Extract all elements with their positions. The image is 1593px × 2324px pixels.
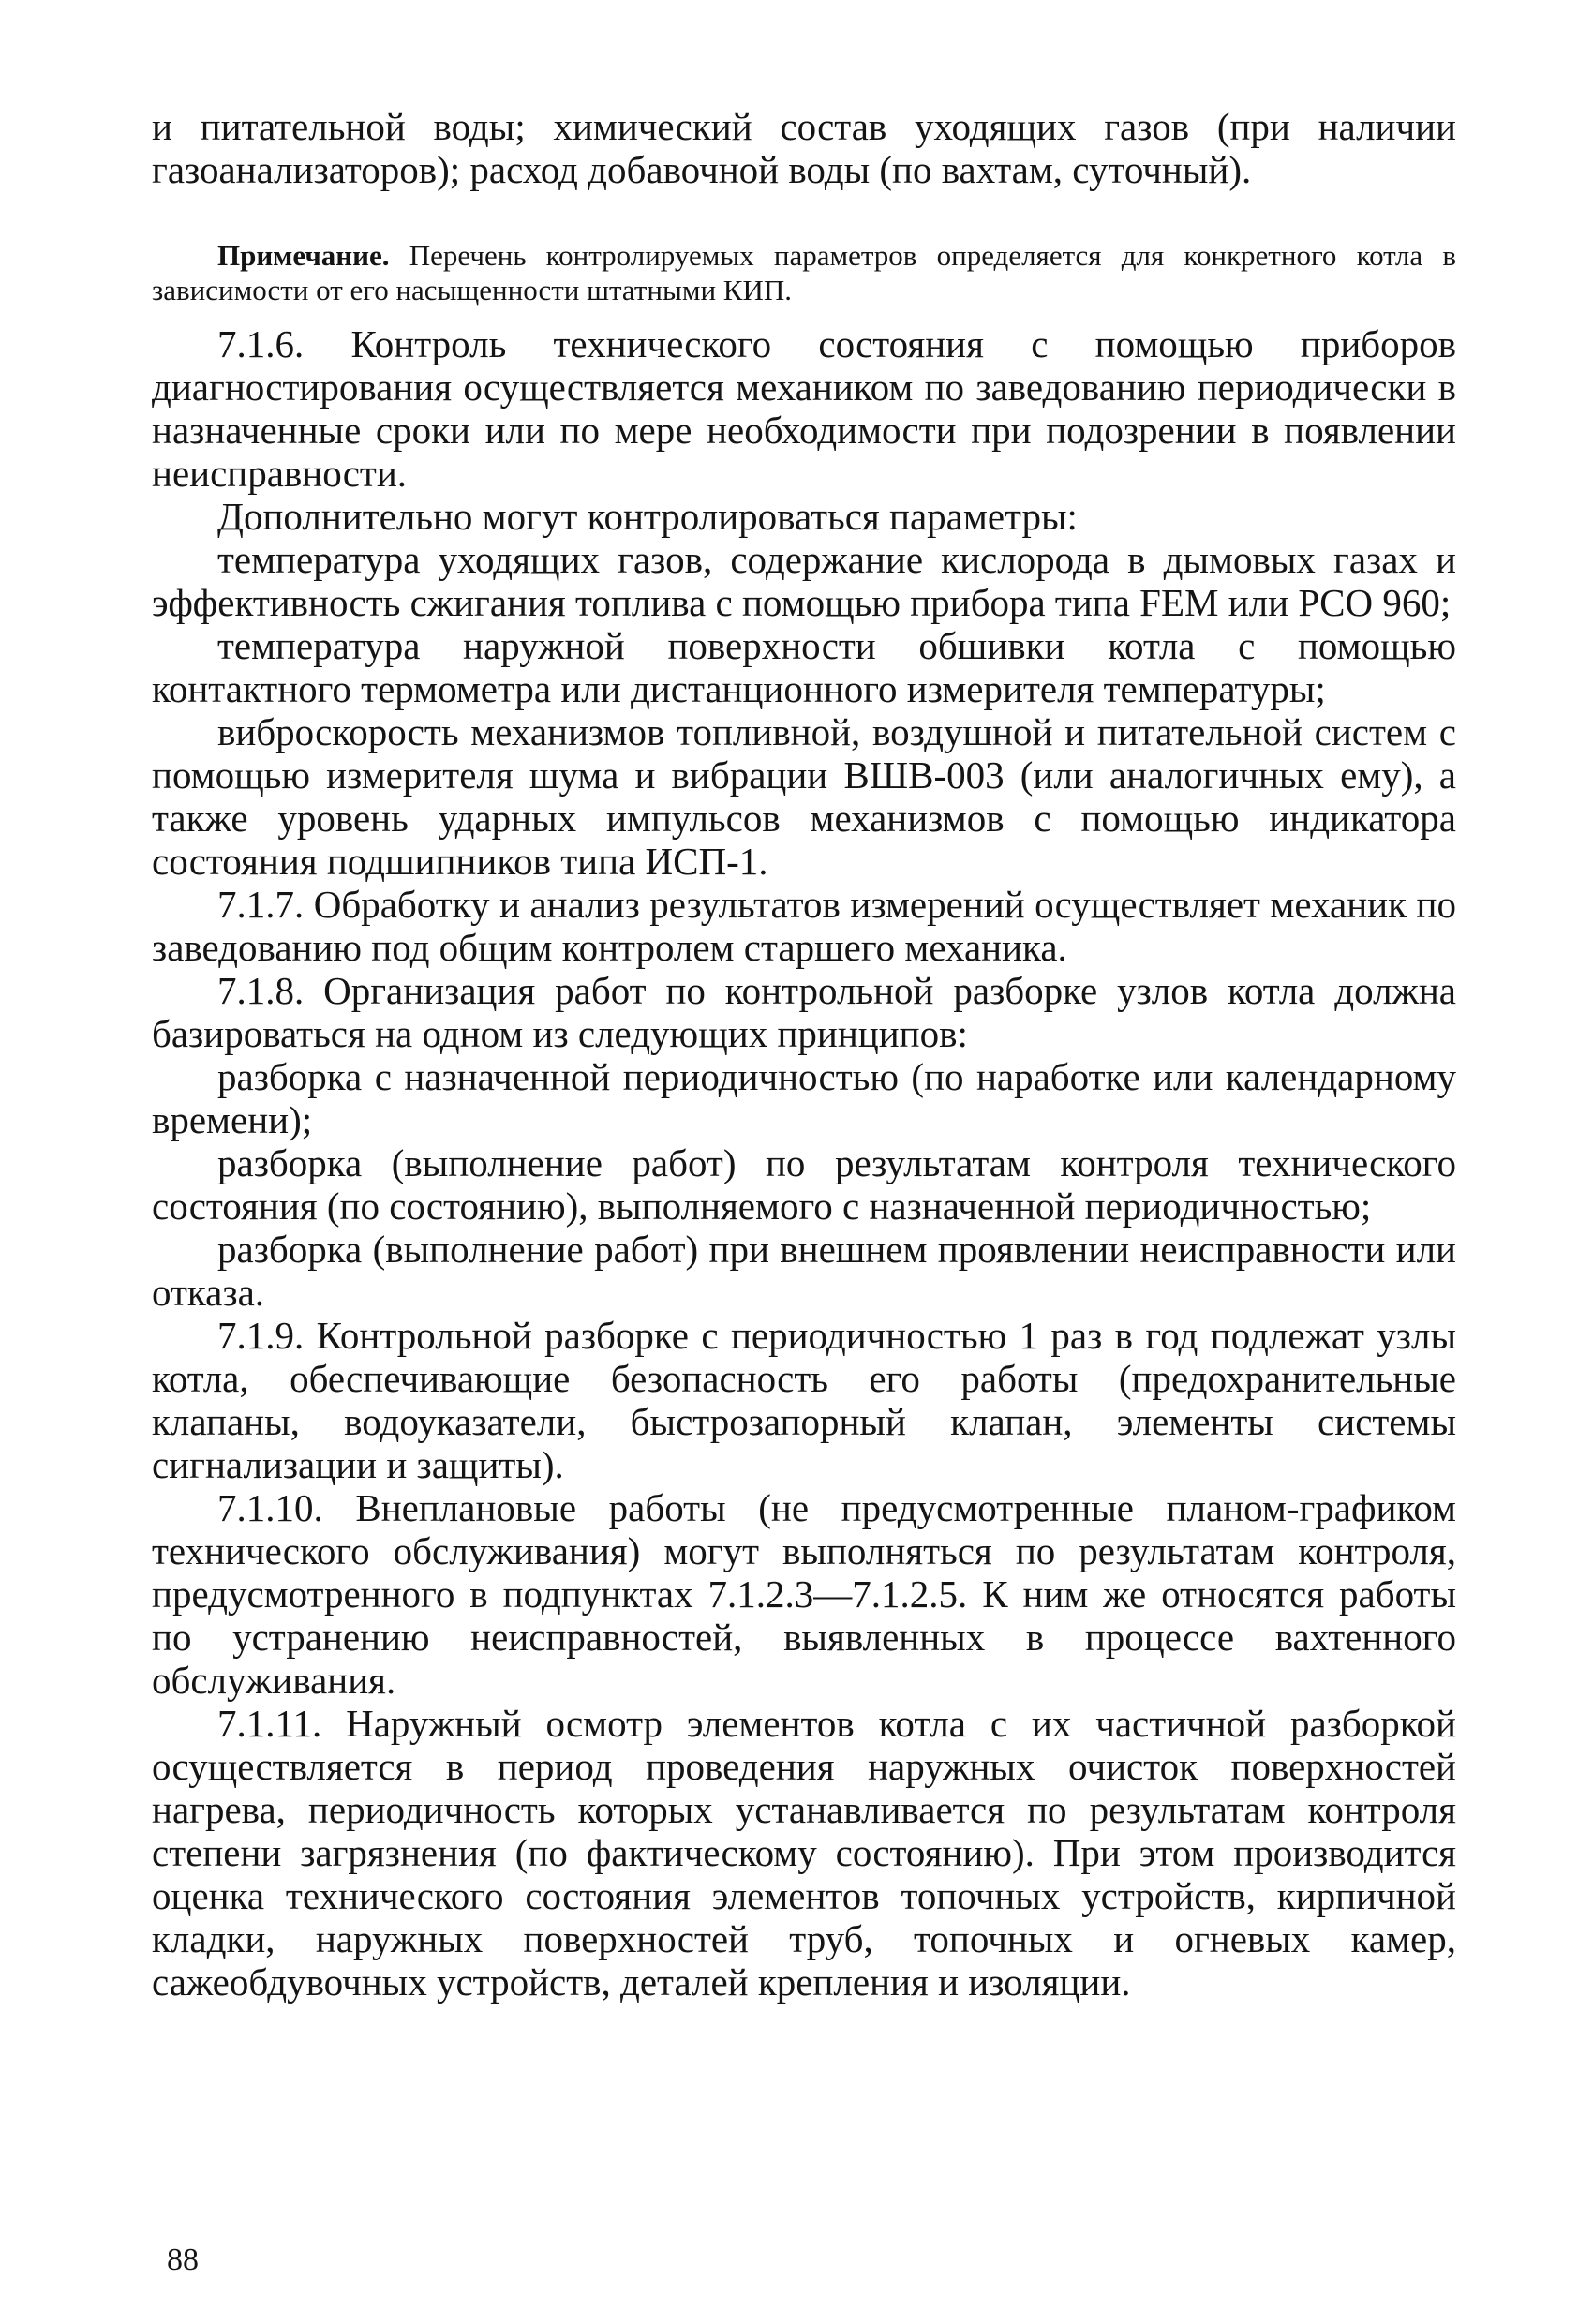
paragraph-7-1-7: 7.1.7. Обработку и анализ результатов измерений осуществляет механик по заведованию под общим контролем старшего механика.	[152, 883, 1456, 969]
list-item-condition-disassembly: разборка (выполнение работ) по результатам контроля технического состояния (по состоянию), выполняемого с назначенной периодичностью;	[152, 1141, 1456, 1228]
note-text: Перечень контролируемых параметров определяется для конкретного котла в зависимости от его насыщенности штатными КИП.	[152, 239, 1456, 306]
paragraph-7-1-9: 7.1.9. Контрольной разборке с периодичностью 1 раз в год подлежат узлы котла, обеспечивающие безопасность его работы (предохранительные клапаны, водоуказатели, быстрозапорный клапан, элементы системы сигнализации и защиты).	[152, 1314, 1456, 1486]
note-paragraph	[152, 238, 1456, 307]
paragraph-7-1-8: 7.1.8. Организация работ по контрольной разборке узлов котла должна базироваться на одном из следующих принципов:	[152, 969, 1456, 1055]
list-item-periodic-disassembly: разборка с назначенной периодичностью (по наработке или календарному времени);	[152, 1055, 1456, 1141]
list-item-failure-disassembly: разборка (выполнение работ) при внешнем проявлении неисправности или отказа.	[152, 1228, 1456, 1314]
continued-paragraph: и питательной воды; химический состав уходящих газов (при наличии газоанализаторов); расход добавочной воды (по вахтам, суточный).	[152, 105, 1456, 191]
paragraph-7-1-11: 7.1.11. Наружный осмотр элементов котла с их частичной разборкой осуществляется в период проведения наружных очисток поверхностей нагрева, периодичность которых устанавливается по результатам контроля степени загрязнения (по фактическому состоянию). При этом производится оценка технического состояния элементов топочных устройств, кирпичной кладки, наружных поверхностей труб, топочных и огневых камер, сажеобдувочных устройств, деталей крепления и изоляции.	[152, 1702, 1456, 2004]
main-text-block	[152, 322, 1456, 2004]
paragraph-additional-params: Дополнительно могут контролироваться параметры:	[217, 495, 1078, 538]
list-item-flue-gas: температура уходящих газов, содержание кислорода в дымовых газах и эффективность сжигания топлива с помощью прибора типа FEM или PCO 960;	[152, 538, 1456, 624]
list-item-vibration: виброскорость механизмов топливной, воздушной и питательной систем с помощью измерителя шума и вибрации ВШВ-003 (или аналогичных ему), а также уровень ударных импульсов механизмов с помощью индикатора состояния подшипников типа ИСП-1.	[152, 710, 1456, 883]
top-text-block	[152, 105, 1456, 191]
list-item-casing-temperature: температура наружной поверхности обшивки котла с помощью контактного термометра или дистанционного измерителя температуры;	[152, 624, 1456, 710]
note-label: Примечание.	[217, 239, 390, 272]
paragraph-7-1-6: 7.1.6. Контроль технического состояния с помощью приборов диагностирования осуществляется механиком по заведованию периодически в назначенные сроки или по мере необходимости при подозрении в появлении неисправности.	[152, 322, 1456, 495]
paragraph-7-1-10: 7.1.10. Внеплановые работы (не предусмотренные планом-графиком технического обслуживания) могут выполняться по результатам контроля, предусмотренного в подпунктах 7.1.2.3—7.1.2.5. К ним же относятся работы по устранению неисправностей, выявленных в процессе вахтенного обслуживания.	[152, 1486, 1456, 1702]
page-number: 88	[167, 2242, 199, 2277]
